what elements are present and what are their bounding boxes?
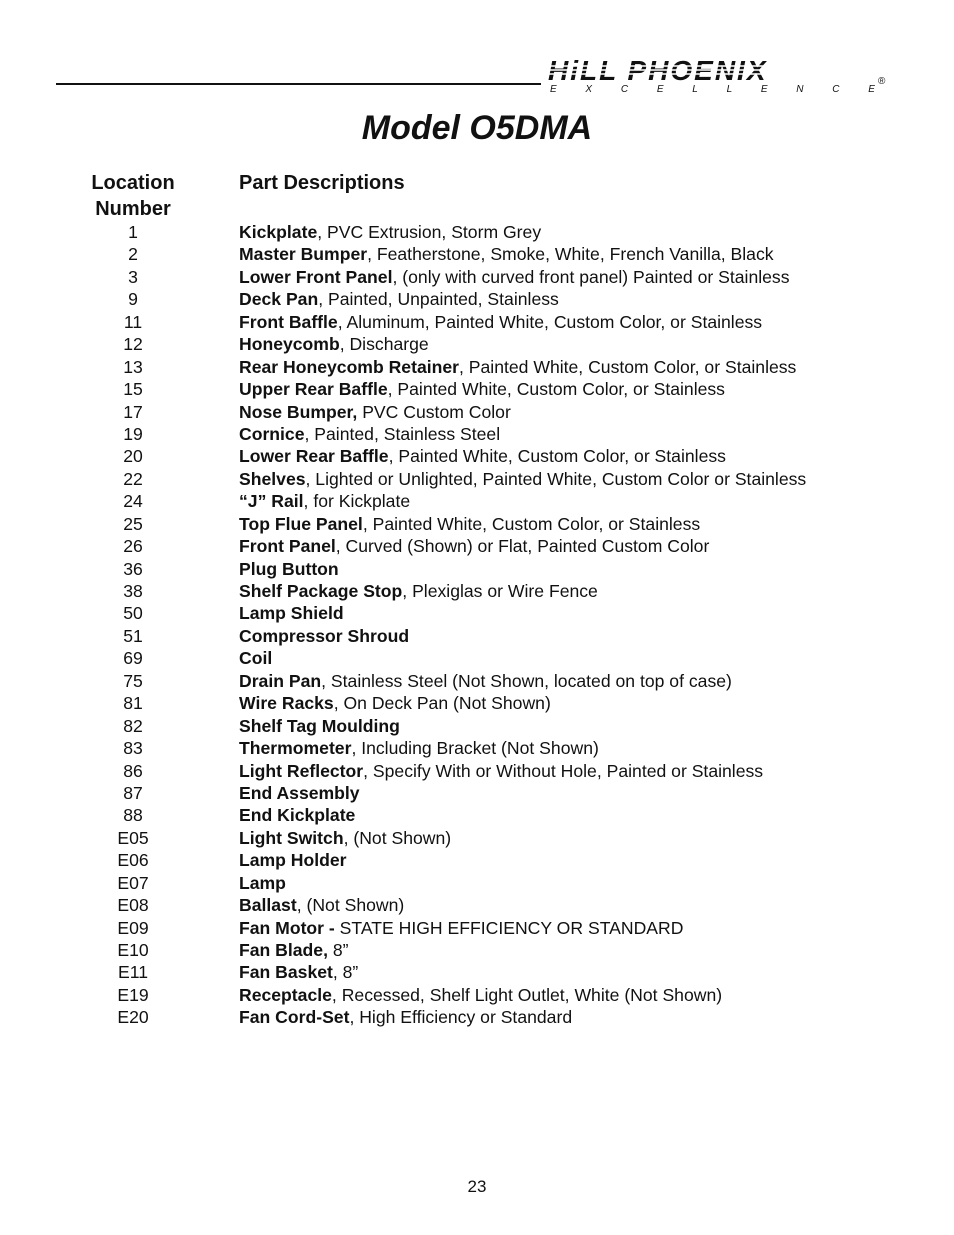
part-description (239, 266, 790, 288)
part-name: Thermometer (239, 738, 352, 759)
part-row (0, 266, 954, 288)
part-description (239, 917, 683, 939)
location-number: E19 (117, 984, 149, 1005)
part-row (0, 939, 954, 961)
location-number: 22 (123, 468, 143, 489)
part-name: Coil (239, 648, 273, 669)
part-description (239, 647, 272, 669)
part-detail: , Stainless Steel (Not Shown, located on top of case) (321, 670, 732, 691)
logo-wordmark (548, 58, 883, 84)
part-row (0, 715, 954, 737)
part-description (239, 311, 762, 333)
logo-tagline-letter: E (656, 84, 664, 95)
location-number: 13 (123, 356, 143, 377)
logo-tagline-letter: E (550, 84, 557, 95)
part-name: Front Baffle (239, 311, 338, 332)
logo-tagline-letter: L (692, 84, 698, 95)
location-number: 87 (123, 782, 143, 803)
location-number: 15 (123, 379, 143, 400)
location-number: 38 (123, 581, 143, 601)
logo-tagline-letter: C (832, 84, 840, 95)
part-row (0, 535, 954, 557)
part-name: End Kickplate (239, 805, 356, 826)
part-description (239, 670, 732, 692)
registered-mark: ® (878, 76, 886, 87)
logo-tagline-letter: E (868, 84, 875, 95)
part-detail: , Painted White, Custom Color, or Stainless (388, 446, 726, 467)
logo-tagline-letter: E (760, 84, 768, 95)
part-name: Top Flue Panel (239, 513, 363, 534)
part-row (0, 760, 954, 782)
part-description (239, 692, 551, 714)
part-detail: , Lighted or Unlighted, Painted White, Custom Color or Stainless (305, 468, 807, 489)
location-number: 51 (123, 625, 143, 646)
hill-phoenix-logo (548, 58, 888, 98)
part-row (0, 917, 954, 939)
part-detail: STATE HIGH EFFICIENCY OR STANDARD (334, 917, 684, 938)
part-name: Receptacle (239, 984, 332, 1005)
part-name: Shelves (239, 468, 306, 489)
part-detail: 8” (327, 940, 349, 960)
part-detail: , Aluminum, Painted White, Custom Color, or Stainless (337, 311, 763, 332)
part-name: Lower Front Panel (239, 266, 393, 287)
part-row (0, 827, 954, 849)
part-detail: , Painted White, Custom Color, or Stainless (387, 379, 725, 400)
part-name: Deck Pan (239, 289, 319, 310)
part-row (0, 401, 954, 423)
location-number: E10 (117, 940, 149, 960)
part-description (239, 243, 774, 265)
location-number: 75 (123, 670, 143, 691)
part-description (239, 1006, 572, 1028)
part-description (239, 782, 360, 804)
part-row (0, 670, 954, 692)
part-row (0, 984, 954, 1006)
part-description (239, 468, 806, 490)
part-detail: , Including Bracket (Not Shown) (351, 738, 599, 759)
part-detail: , (Not Shown) (296, 895, 405, 916)
part-row (0, 692, 954, 714)
location-number: 82 (123, 715, 143, 736)
location-number: E20 (117, 1007, 149, 1028)
location-number: 69 (123, 648, 143, 669)
location-number: 24 (123, 491, 143, 512)
part-description (239, 804, 355, 826)
part-name: Lamp Shield (239, 603, 344, 624)
logo-tagline-letter: L (726, 84, 733, 95)
part-detail: , 8” (332, 962, 359, 983)
part-description (239, 849, 347, 871)
part-name: Kickplate (239, 222, 318, 242)
part-row (0, 311, 954, 333)
location-number: 17 (123, 401, 143, 422)
part-description (239, 378, 725, 400)
part-name: Drain Pan (239, 670, 322, 691)
part-name: End Assembly (239, 782, 360, 803)
part-name: Front Panel (239, 536, 336, 557)
location-number: 11 (123, 311, 143, 332)
part-name: Master Bumper (239, 244, 368, 265)
part-row (0, 737, 954, 759)
location-number: 12 (123, 334, 143, 355)
location-number-header: Location Number (91, 172, 175, 220)
part-row (0, 782, 954, 804)
location-number: 1 (128, 222, 138, 242)
part-description (239, 602, 344, 624)
part-detail: , Painted White, Custom Color, or Stainless (362, 513, 701, 534)
part-name: Plug Button (239, 558, 339, 579)
part-description (239, 737, 599, 759)
part-row (0, 602, 954, 624)
part-row (0, 243, 954, 265)
part-description (239, 939, 349, 961)
location-number: E08 (117, 895, 149, 916)
part-row (0, 490, 954, 512)
part-detail: , Painted White, Custom Color, or Stainless (459, 356, 797, 377)
part-detail: , Recessed, Shelf Light Outlet, White (Not Shown) (331, 984, 723, 1005)
part-description (239, 894, 404, 916)
location-number: 20 (123, 446, 143, 467)
part-name: Rear Honeycomb Retainer (239, 356, 459, 377)
part-description (239, 715, 400, 737)
part-row (0, 961, 954, 983)
part-name: Upper Rear Baffle (239, 379, 388, 400)
part-row (0, 468, 954, 490)
part-detail: , On Deck Pan (Not Shown) (333, 693, 551, 714)
part-description (239, 535, 709, 557)
location-number: 25 (123, 513, 143, 534)
part-description (239, 288, 559, 310)
location-number: E05 (117, 827, 149, 848)
part-detail: , High Efficiency or Standard (349, 1007, 573, 1028)
part-detail: , Painted, Unpainted, Stainless (318, 289, 559, 310)
page-title: Model O5DMA (361, 109, 593, 147)
parts-list (0, 221, 954, 1029)
logo-tagline-letter: C (620, 84, 629, 95)
part-description (239, 423, 500, 445)
part-description (239, 490, 410, 512)
logo-tagline (550, 84, 875, 95)
part-name: Compressor Shroud (239, 625, 410, 646)
part-name: Light Reflector (239, 760, 364, 781)
location-number: 26 (123, 536, 143, 557)
part-name: Shelf Package Stop (239, 581, 403, 601)
part-detail: , PVC Extrusion, Storm Grey (317, 222, 542, 242)
part-name: “J” Rail (239, 491, 304, 512)
location-number: 86 (123, 760, 143, 781)
part-row (0, 804, 954, 826)
part-name: Nose Bumper, (239, 401, 358, 422)
part-description (239, 445, 726, 467)
part-description (239, 401, 511, 423)
part-description (239, 760, 763, 782)
part-row (0, 333, 954, 355)
location-number: 2 (128, 244, 138, 265)
part-detail: , for Kickplate (303, 491, 411, 512)
location-number: E11 (118, 962, 148, 983)
location-number: E06 (117, 850, 149, 871)
part-row (0, 647, 954, 669)
location-number: 83 (123, 738, 143, 759)
part-description (239, 558, 339, 580)
location-number: E09 (117, 917, 149, 938)
part-detail: , Specify With or Without Hole, Painted or Stainless (363, 760, 764, 781)
part-row (0, 221, 954, 243)
part-row (0, 513, 954, 535)
location-number: 36 (123, 558, 143, 579)
part-row (0, 849, 954, 871)
part-description (239, 625, 409, 647)
part-name: Wire Racks (239, 693, 334, 714)
part-name: Cornice (239, 423, 305, 444)
part-description (239, 580, 598, 602)
page-number: 23 (467, 1177, 487, 1196)
part-detail: PVC Custom Color (357, 401, 511, 422)
part-description (239, 221, 541, 243)
part-detail: , Curved (Shown) or Flat, Painted Custom Color (335, 536, 710, 557)
part-name: Ballast (239, 895, 297, 916)
part-row (0, 423, 954, 445)
part-detail: , (only with curved front panel) Painted or Stainless (392, 266, 790, 287)
part-name: Lamp (239, 872, 286, 893)
part-row (0, 558, 954, 580)
part-description (239, 333, 429, 355)
logo-tagline-letter: X (585, 84, 593, 95)
part-row (0, 445, 954, 467)
part-row (0, 580, 954, 602)
logo-text: HiLL PHOENIX (548, 58, 768, 84)
part-row (0, 356, 954, 378)
location-number: 19 (123, 423, 143, 444)
part-row (0, 894, 954, 916)
part-name: Shelf Tag Moulding (239, 715, 400, 736)
part-name: Honeycomb (239, 334, 340, 355)
logo-tagline-letter: N (796, 84, 804, 95)
part-detail: , Plexiglas or Wire Fence (402, 581, 598, 601)
part-name: Fan Cord-Set (239, 1007, 350, 1028)
part-detail: , Discharge (339, 334, 429, 355)
part-row (0, 625, 954, 647)
part-detail: , Painted, Stainless Steel (304, 423, 501, 444)
part-description (239, 872, 286, 894)
location-number: 9 (128, 289, 138, 310)
part-name: Lower Rear Baffle (239, 446, 389, 467)
part-detail: , (Not Shown) (343, 827, 452, 848)
part-description (239, 827, 451, 849)
part-description (239, 984, 722, 1006)
part-detail: , Featherstone, Smoke, White, French Vanilla, Black (367, 244, 774, 265)
part-name: Light Switch (239, 827, 344, 848)
location-number: E07 (117, 872, 149, 893)
part-row (0, 872, 954, 894)
part-name: Fan Motor - (239, 917, 335, 938)
part-row (0, 378, 954, 400)
part-description (239, 961, 358, 983)
part-row (0, 288, 954, 310)
location-number: 50 (123, 603, 143, 624)
part-descriptions-header: Part Descriptions (239, 172, 405, 194)
part-name: Fan Basket (239, 962, 333, 983)
part-name: Fan Blade, (239, 940, 328, 960)
header-rule (56, 83, 541, 85)
location-number: 81 (123, 693, 143, 714)
part-row (0, 1006, 954, 1028)
part-name: Lamp Holder (239, 850, 347, 871)
part-description (239, 356, 796, 378)
location-number: 3 (128, 266, 138, 287)
part-description (239, 513, 700, 535)
location-number: 88 (123, 805, 143, 826)
